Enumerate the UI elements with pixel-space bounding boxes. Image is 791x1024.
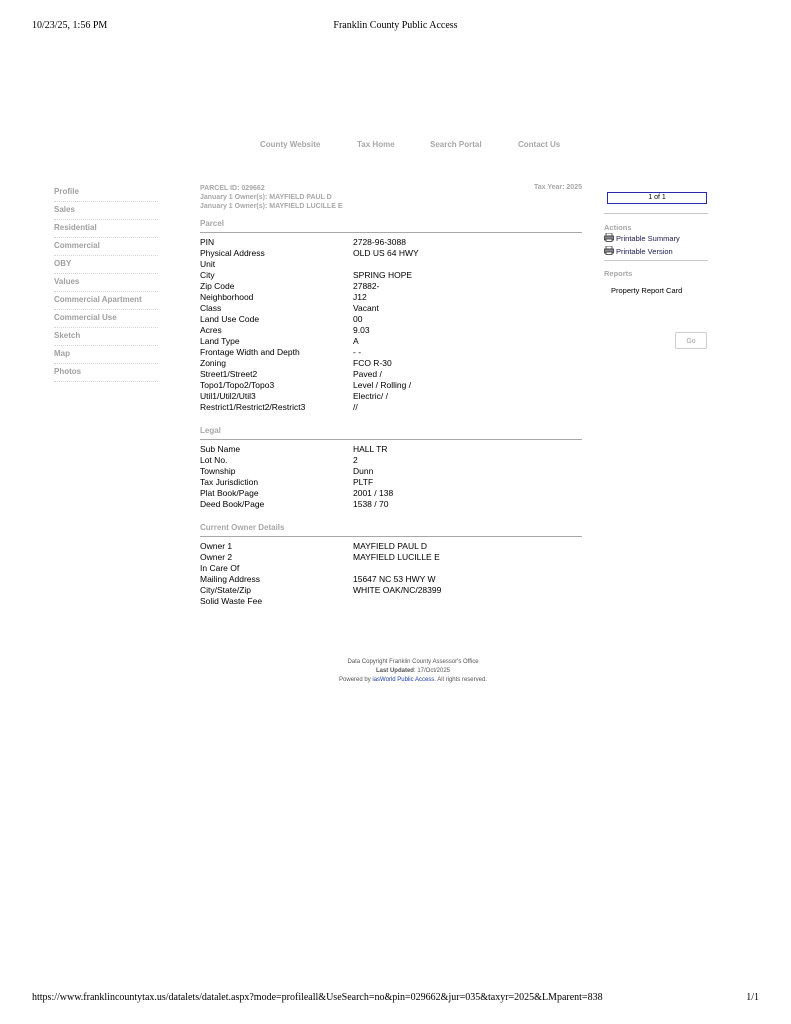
field-value: MAYFIELD PAUL D — [353, 541, 427, 551]
field-label: Zip Code — [200, 281, 235, 291]
january-owner-1: January 1 Owner(s): MAYFIELD PAUL D — [200, 194, 332, 201]
table-row — [200, 303, 582, 314]
table-row — [200, 488, 582, 499]
table-row — [200, 358, 582, 369]
sidebar — [54, 184, 158, 382]
printable-version-link[interactable] — [604, 245, 708, 258]
actions-title: Actions — [604, 223, 632, 232]
table-row — [200, 380, 582, 391]
last-updated — [280, 667, 546, 676]
table-row — [200, 391, 582, 402]
table-row — [200, 270, 582, 281]
table-row — [200, 541, 582, 552]
printer-icon — [604, 246, 614, 259]
field-label: Land Use Code — [200, 314, 260, 324]
field-label: Street1/Street2 — [200, 369, 258, 379]
field-label: Util1/Util2/Util3 — [200, 391, 256, 401]
field-value: - - — [353, 347, 362, 357]
section-title: Current Owner Details — [200, 522, 582, 537]
last-updated-value: : 17/Oct/2025 — [413, 668, 451, 674]
record-pager[interactable]: 1 of 1 — [607, 192, 707, 204]
table-row — [200, 347, 582, 358]
printable-summary-link[interactable] — [604, 232, 708, 245]
field-value: 1538 / 70 — [353, 499, 389, 509]
report-select[interactable]: Property Report Card — [611, 286, 683, 295]
tax-year: Tax Year: 2025 — [533, 184, 582, 191]
field-label: Restrict1/Restrict2/Restrict3 — [200, 402, 306, 412]
field-label: Land Type — [200, 336, 240, 346]
field-label: Deed Book/Page — [200, 499, 265, 509]
parcel-id: PARCEL ID: 029662 — [200, 185, 265, 192]
field-value: Vacant — [353, 303, 379, 313]
reports-title: Reports — [604, 269, 633, 278]
field-value: 15647 NC 53 HWY W — [353, 574, 436, 584]
january-owner-2: January 1 Owner(s): MAYFIELD LUCILLE E — [200, 203, 343, 210]
parcel-header — [200, 184, 582, 218]
field-label: Solid Waste Fee — [200, 596, 263, 606]
last-updated-label: Last Updated — [375, 668, 414, 674]
nav-search-portal[interactable]: Search Portal — [430, 140, 482, 149]
sidebar-item-commercial[interactable]: Commercial — [54, 238, 158, 256]
sidebar-item-commercial-use[interactable]: Commercial Use — [54, 310, 158, 328]
field-label: Unit — [200, 259, 216, 269]
nav-county-website[interactable]: County Website — [260, 140, 321, 149]
table-row — [200, 402, 582, 413]
field-label: Physical Address — [200, 248, 265, 258]
field-value: HALL TR — [353, 444, 388, 454]
field-value: MAYFIELD LUCILLE E — [353, 552, 440, 562]
field-value: Dunn — [353, 466, 374, 476]
field-label: City — [200, 270, 215, 280]
table-row — [200, 552, 582, 563]
field-label: Neighborhood — [200, 292, 254, 302]
table-row — [200, 596, 582, 607]
table-row — [200, 585, 582, 596]
nav-contact-us[interactable]: Contact Us — [518, 140, 561, 149]
iasworld-link[interactable]: iasWorld Public Access — [372, 677, 435, 683]
copyright-text: Data Copyright Franklin County Assessor's Office — [347, 659, 479, 665]
nav-tax-home[interactable]: Tax Home — [357, 140, 395, 149]
divider — [604, 260, 708, 261]
sidebar-item-sales[interactable]: Sales — [54, 202, 158, 220]
field-label: Topo1/Topo2/Topo3 — [200, 380, 275, 390]
printer-icon — [604, 233, 614, 246]
table-row — [200, 444, 582, 455]
table-row — [200, 292, 582, 303]
sidebar-item-sketch[interactable]: Sketch — [54, 328, 158, 346]
field-value: OLD US 64 HWY — [353, 248, 419, 258]
field-label: Owner 1 — [200, 541, 233, 551]
table-row — [200, 466, 582, 477]
field-label: In Care Of — [200, 563, 240, 573]
table-row — [200, 369, 582, 380]
sidebar-item-map[interactable]: Map — [54, 346, 158, 364]
field-label: Owner 2 — [200, 552, 233, 562]
field-value: Electric/ / — [353, 391, 388, 401]
powered-by — [280, 676, 546, 685]
field-value: 2001 / 138 — [353, 488, 394, 498]
field-value: 9.03 — [353, 325, 370, 335]
field-label: Township — [200, 466, 236, 476]
field-value: 2 — [353, 455, 358, 465]
field-value: 00 — [353, 314, 363, 324]
print-url: https://www.franklincountytax.us/datalets/datalet.aspx?mode=profileall&UseSearch=no&pin=029662&jur=035&taxyr=2025&LMparent=838 — [32, 992, 603, 1003]
print-page-number: 1/1 — [746, 992, 759, 1003]
table-row — [200, 325, 582, 336]
print-datetime: 10/23/25, 1:56 PM — [32, 20, 108, 31]
table-row — [200, 563, 582, 574]
sidebar-item-oby[interactable]: OBY — [54, 256, 158, 274]
sidebar-item-values[interactable]: Values — [54, 274, 158, 292]
table-row — [200, 499, 582, 510]
table-row — [200, 281, 582, 292]
field-label: Acres — [200, 325, 222, 335]
field-label: Sub Name — [200, 444, 241, 454]
field-label: Class — [200, 303, 222, 313]
divider — [604, 213, 708, 214]
sidebar-item-photos[interactable]: Photos — [54, 364, 158, 382]
copyright-block — [280, 658, 546, 685]
table-row — [200, 336, 582, 347]
table-row — [200, 237, 582, 248]
main-content — [200, 184, 582, 619]
field-label: Tax Jurisdiction — [200, 477, 259, 487]
field-value: Paved / — [353, 369, 382, 379]
field-label: Frontage Width and Depth — [200, 347, 300, 357]
section-title: Parcel — [200, 218, 582, 233]
powered-suffix: . All rights reserved. — [434, 677, 487, 683]
field-label: PIN — [200, 237, 215, 247]
sidebar-item-commercial-apartment[interactable]: Commercial Apartment — [54, 292, 158, 310]
field-value: 2728-96-3088 — [353, 237, 406, 247]
table-row — [200, 314, 582, 325]
field-label: Plat Book/Page — [200, 488, 259, 498]
print-title: Franklin County Public Access — [333, 20, 458, 31]
table-row — [200, 259, 582, 270]
printable-version-label: Printable Version — [616, 247, 673, 256]
field-value: SPRING HOPE — [353, 270, 413, 280]
section-parcel — [200, 218, 582, 413]
field-value: A — [353, 336, 359, 346]
field-label: Mailing Address — [200, 574, 261, 584]
table-row — [200, 248, 582, 259]
section-current-owner-details — [200, 522, 582, 607]
section-legal — [200, 425, 582, 510]
sidebar-item-residential[interactable]: Residential — [54, 220, 158, 238]
field-label: City/State/Zip — [200, 585, 252, 595]
section-title: Legal — [200, 425, 582, 440]
field-value: 27882- — [353, 281, 380, 291]
table-row — [200, 455, 582, 466]
field-value: PLTF — [353, 477, 374, 487]
field-label: Lot No. — [200, 455, 228, 465]
powered-prefix: Powered by — [339, 677, 373, 683]
table-row — [200, 574, 582, 585]
go-button[interactable]: Go — [675, 332, 707, 349]
right-panel — [604, 192, 708, 345]
table-row — [200, 477, 582, 488]
sidebar-item-profile[interactable]: Profile — [54, 184, 158, 202]
field-value: J12 — [353, 292, 367, 302]
printable-summary-label: Printable Summary — [616, 234, 680, 243]
field-value: FCO R-30 — [353, 358, 392, 368]
field-value: WHITE OAK/NC/28399 — [353, 585, 442, 595]
data-sections — [200, 218, 582, 607]
field-value: // — [353, 402, 358, 412]
field-label: Zoning — [200, 358, 226, 368]
field-value: Level / Rolling / — [353, 380, 412, 390]
